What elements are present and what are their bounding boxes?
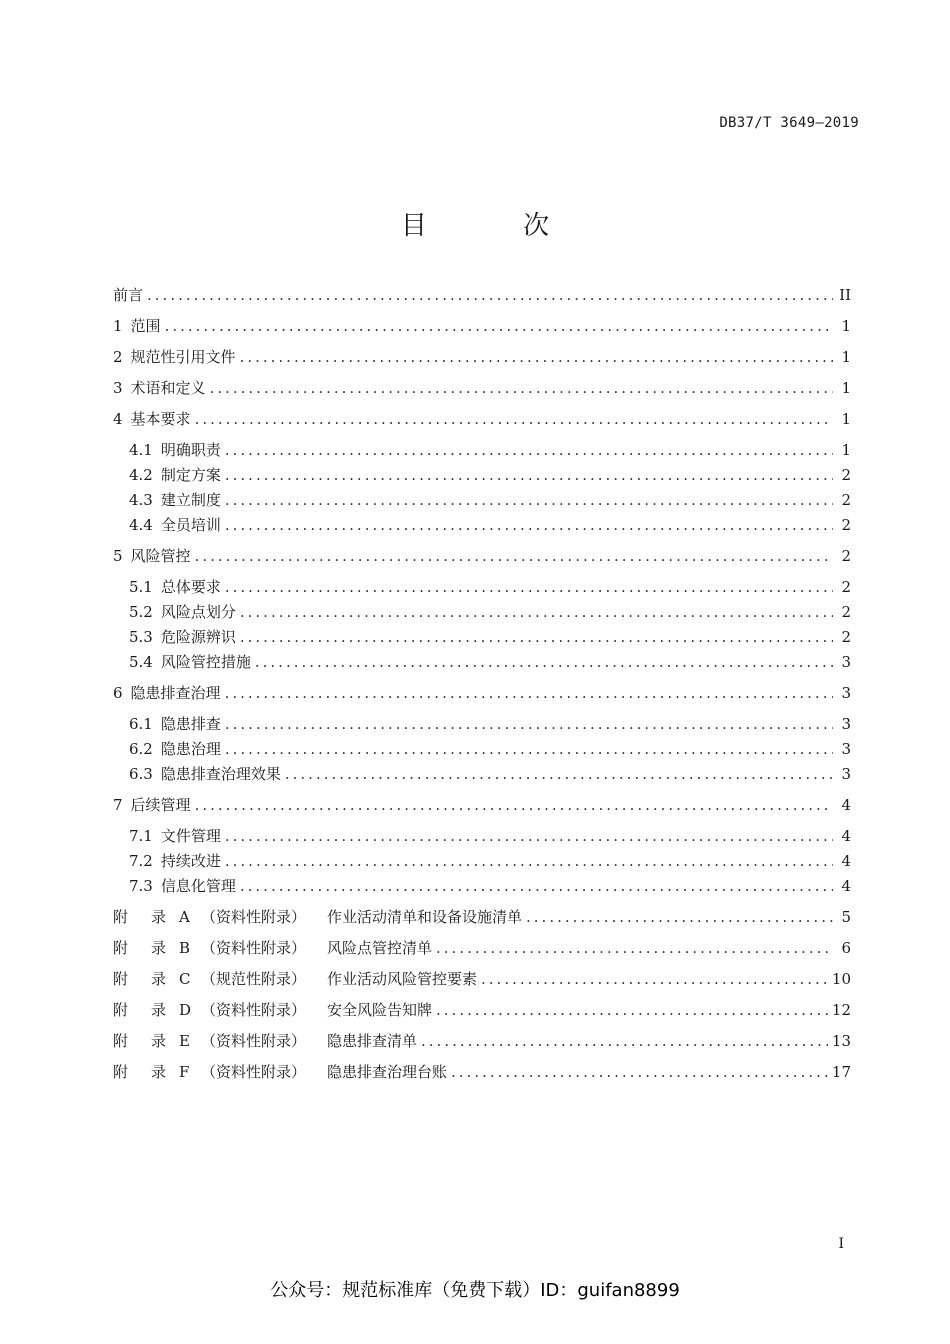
toc-entry-label	[113, 683, 221, 703]
toc-annex-entry[interactable]	[113, 969, 851, 989]
toc-page-number: 12	[831, 1001, 851, 1019]
toc-entry-label	[113, 795, 191, 815]
toc-subentry[interactable]	[113, 739, 851, 759]
toc-entry-text: 风险管控措施	[160, 653, 251, 671]
toc-entry-text: 全员培训	[160, 516, 221, 534]
annex-prefix: 录	[151, 970, 167, 988]
annex-prefix: 录	[151, 939, 167, 957]
annex-prefix: 附	[113, 939, 129, 957]
toc-entry-number: 5.1	[129, 578, 153, 596]
toc-page-number: 2	[841, 516, 851, 534]
dot-leader	[195, 409, 833, 429]
toc-entry-label	[129, 602, 236, 622]
toc-entry-text: 后续管理	[130, 796, 191, 814]
annex-letter: B	[179, 939, 191, 957]
toc-entry-label	[113, 378, 206, 398]
toc-annex-entry[interactable]	[113, 907, 851, 927]
toc-entry-number: 6.3	[129, 765, 153, 783]
dot-leader	[210, 378, 833, 398]
toc-entry-text: 建立制度	[160, 491, 221, 509]
dot-leader	[436, 1000, 828, 1020]
table-of-contents	[113, 285, 851, 1082]
annex-label	[113, 1000, 432, 1020]
annex-letter: D	[179, 1001, 192, 1019]
toc-entry-label	[129, 764, 281, 784]
page-number: I	[838, 1236, 844, 1252]
toc-page-number: 3	[841, 765, 851, 783]
toc-entry-text: 总体要求	[160, 578, 221, 596]
annex-title: 风险点管控清单	[327, 939, 433, 957]
toc-annex-entry[interactable]	[113, 938, 851, 958]
annex-prefix: 录	[151, 908, 167, 926]
toc-entry-number: 4.4	[129, 516, 153, 534]
toc-entry[interactable]	[113, 409, 851, 429]
toc-page-number: 17	[831, 1063, 851, 1081]
toc-entry-text: 规范性引用文件	[130, 348, 236, 366]
toc-entry-number: 4	[113, 410, 123, 428]
toc-entry-label	[129, 490, 221, 510]
toc-subentry[interactable]	[113, 577, 851, 597]
toc-entry-text: 制定方案	[160, 466, 221, 484]
toc-page-number: 4	[841, 852, 851, 870]
toc-entry-label	[113, 347, 236, 367]
toc-page-number: 2	[841, 547, 851, 565]
toc-page-number: 1	[841, 317, 851, 335]
dot-leader	[225, 683, 833, 703]
toc-entry-text: 风险管控	[130, 547, 191, 565]
toc-entry-number: 4.2	[129, 466, 153, 484]
toc-entry-label	[129, 577, 221, 597]
annex-prefix: 录	[151, 1063, 167, 1081]
toc-entry-label	[113, 285, 143, 305]
dot-leader	[240, 627, 833, 647]
toc-entry-label	[129, 826, 221, 846]
toc-entry-number: 6	[113, 684, 123, 702]
toc-entry-text: 隐患排查	[160, 715, 221, 733]
dot-leader	[195, 795, 833, 815]
dot-leader	[225, 490, 833, 510]
toc-entry-text: 术语和定义	[130, 379, 206, 397]
toc-entry-number: 3	[113, 379, 123, 397]
dot-leader	[225, 739, 833, 759]
toc-entry-number: 5	[113, 547, 123, 565]
toc-page-number: 6	[841, 939, 851, 957]
annex-letter: C	[179, 970, 191, 988]
toc-entry-label	[129, 739, 221, 759]
toc-entry-text: 持续改进	[160, 852, 221, 870]
annex-letter: A	[179, 908, 190, 926]
toc-annex-entry[interactable]	[113, 1000, 851, 1020]
annex-letter: F	[179, 1063, 190, 1081]
toc-subentry[interactable]	[113, 652, 851, 672]
toc-entry[interactable]	[113, 316, 851, 336]
toc-subentry[interactable]	[113, 627, 851, 647]
toc-entry-number: 7	[113, 796, 123, 814]
annex-prefix: 录	[151, 1001, 167, 1019]
toc-subentry[interactable]	[113, 465, 851, 485]
toc-entry-number: 6.1	[129, 715, 153, 733]
annex-title: 作业活动清单和设备设施清单	[327, 908, 523, 926]
toc-entry-text: 信息化管理	[160, 877, 236, 895]
annex-letter: E	[179, 1032, 190, 1050]
toc-page-number: 1	[841, 379, 851, 397]
toc-entry-text: 危险源辨识	[160, 628, 236, 646]
toc-entry[interactable]	[113, 347, 851, 367]
footer-note: 公众号：规范标准库（免费下载）ID：guifan8899	[270, 1280, 680, 1301]
toc-page-number: 1	[841, 441, 851, 459]
toc-subentry[interactable]	[113, 490, 851, 510]
toc-entry-text: 范围	[130, 317, 161, 335]
annex-prefix: 附	[113, 970, 129, 988]
toc-entry-text: 隐患治理	[160, 740, 221, 758]
toc-entry-text: 前言	[113, 286, 144, 304]
toc-entry-number: 4.3	[129, 491, 153, 509]
toc-entry-label	[129, 515, 221, 535]
toc-entry-text: 隐患排查治理效果	[160, 765, 281, 783]
dot-leader	[225, 851, 833, 871]
annex-type: （资料性附录）	[201, 1032, 307, 1050]
toc-entry[interactable]	[113, 285, 851, 305]
page-title: 目 次	[400, 211, 594, 241]
toc-subentry[interactable]	[113, 515, 851, 535]
toc-page-number: 13	[831, 1032, 851, 1050]
annex-type: （资料性附录）	[201, 1001, 307, 1019]
toc-page-number: 1	[841, 410, 851, 428]
toc-subentry[interactable]	[113, 826, 851, 846]
toc-subentry[interactable]	[113, 764, 851, 784]
toc-page-number: 2	[841, 578, 851, 596]
annex-label	[113, 1062, 447, 1082]
toc-entry-text: 风险点划分	[160, 603, 236, 621]
toc-entry-text: 隐患排查治理	[130, 684, 221, 702]
toc-entry-number: 6.2	[129, 740, 153, 758]
dot-leader	[225, 440, 833, 460]
toc-subentry[interactable]	[113, 440, 851, 460]
toc-entry-text: 文件管理	[160, 827, 221, 845]
toc-page-number: 4	[841, 827, 851, 845]
toc-page-number: 2	[841, 466, 851, 484]
toc-entry-number: 2	[113, 348, 123, 366]
toc-subentry[interactable]	[113, 714, 851, 734]
dot-leader	[240, 602, 833, 622]
annex-type: （资料性附录）	[201, 939, 307, 957]
dot-leader	[240, 876, 833, 896]
toc-entry[interactable]	[113, 795, 851, 815]
dot-leader	[451, 1062, 828, 1082]
toc-page-number: 3	[841, 684, 851, 702]
toc-entry-label	[113, 546, 191, 566]
toc-entry-text: 基本要求	[130, 410, 191, 428]
toc-subentry[interactable]	[113, 602, 851, 622]
toc-page-number: 3	[841, 740, 851, 758]
dot-leader	[255, 652, 833, 672]
standard-code: DB37/T 3649—2019	[719, 115, 859, 131]
dot-leader	[225, 577, 833, 597]
toc-entry-number: 7.2	[129, 852, 153, 870]
toc-entry-label	[129, 851, 221, 871]
toc-annex-entry[interactable]	[113, 1062, 851, 1082]
annex-title: 隐患排查清单	[327, 1032, 418, 1050]
toc-page-number: 3	[841, 715, 851, 733]
annex-type: （资料性附录）	[201, 908, 307, 926]
toc-entry-label	[113, 316, 161, 336]
toc-entry-label	[113, 409, 191, 429]
toc-entry[interactable]	[113, 378, 851, 398]
toc-subentry[interactable]	[113, 851, 851, 871]
toc-entry-text: 明确职责	[160, 441, 221, 459]
dot-leader	[285, 764, 833, 784]
toc-page-number: 2	[841, 628, 851, 646]
annex-prefix: 附	[113, 1032, 129, 1050]
toc-page-number: 2	[841, 491, 851, 509]
toc-entry-label	[129, 627, 236, 647]
toc-page-number: 2	[841, 603, 851, 621]
toc-entry-number: 4.1	[129, 441, 153, 459]
dot-leader	[165, 316, 833, 336]
toc-page-number: II	[839, 286, 851, 304]
annex-prefix: 附	[113, 1063, 129, 1081]
toc-page-number: 3	[841, 653, 851, 671]
dot-leader	[481, 969, 828, 989]
annex-label	[113, 907, 522, 927]
dot-leader	[421, 1031, 828, 1051]
toc-annex-entry[interactable]	[113, 1031, 851, 1051]
toc-entry-label	[129, 876, 236, 896]
dot-leader	[147, 285, 833, 305]
toc-entry[interactable]	[113, 683, 851, 703]
annex-label	[113, 938, 432, 958]
dot-leader	[225, 465, 833, 485]
dot-leader	[225, 515, 833, 535]
annex-type: （资料性附录）	[201, 1063, 307, 1081]
toc-subentry[interactable]	[113, 876, 851, 896]
annex-label	[113, 969, 477, 989]
dot-leader	[225, 826, 833, 846]
toc-entry-label	[129, 652, 251, 672]
toc-page-number: 10	[831, 970, 851, 988]
toc-page-number: 4	[841, 796, 851, 814]
dot-leader	[195, 546, 833, 566]
toc-entry[interactable]	[113, 546, 851, 566]
dot-leader	[526, 907, 833, 927]
toc-entry-number: 5.4	[129, 653, 153, 671]
toc-entry-number: 7.3	[129, 877, 153, 895]
toc-entry-number: 7.1	[129, 827, 153, 845]
annex-label	[113, 1031, 417, 1051]
toc-entry-label	[129, 714, 221, 734]
toc-entry-label	[129, 465, 221, 485]
toc-entry-number: 1	[113, 317, 123, 335]
toc-page-number: 5	[841, 908, 851, 926]
toc-entry-number: 5.3	[129, 628, 153, 646]
dot-leader	[240, 347, 833, 367]
annex-prefix: 录	[151, 1032, 167, 1050]
annex-prefix: 附	[113, 1001, 129, 1019]
annex-type: （规范性附录）	[201, 970, 307, 988]
annex-title: 隐患排查治理台账	[327, 1063, 448, 1081]
annex-prefix: 附	[113, 908, 129, 926]
toc-page-number: 1	[841, 348, 851, 366]
dot-leader	[225, 714, 833, 734]
toc-entry-label	[129, 440, 221, 460]
toc-entry-number: 5.2	[129, 603, 153, 621]
annex-title: 安全风险告知牌	[327, 1001, 433, 1019]
annex-title: 作业活动风险管控要素	[327, 970, 478, 988]
dot-leader	[436, 938, 833, 958]
toc-page-number: 4	[841, 877, 851, 895]
